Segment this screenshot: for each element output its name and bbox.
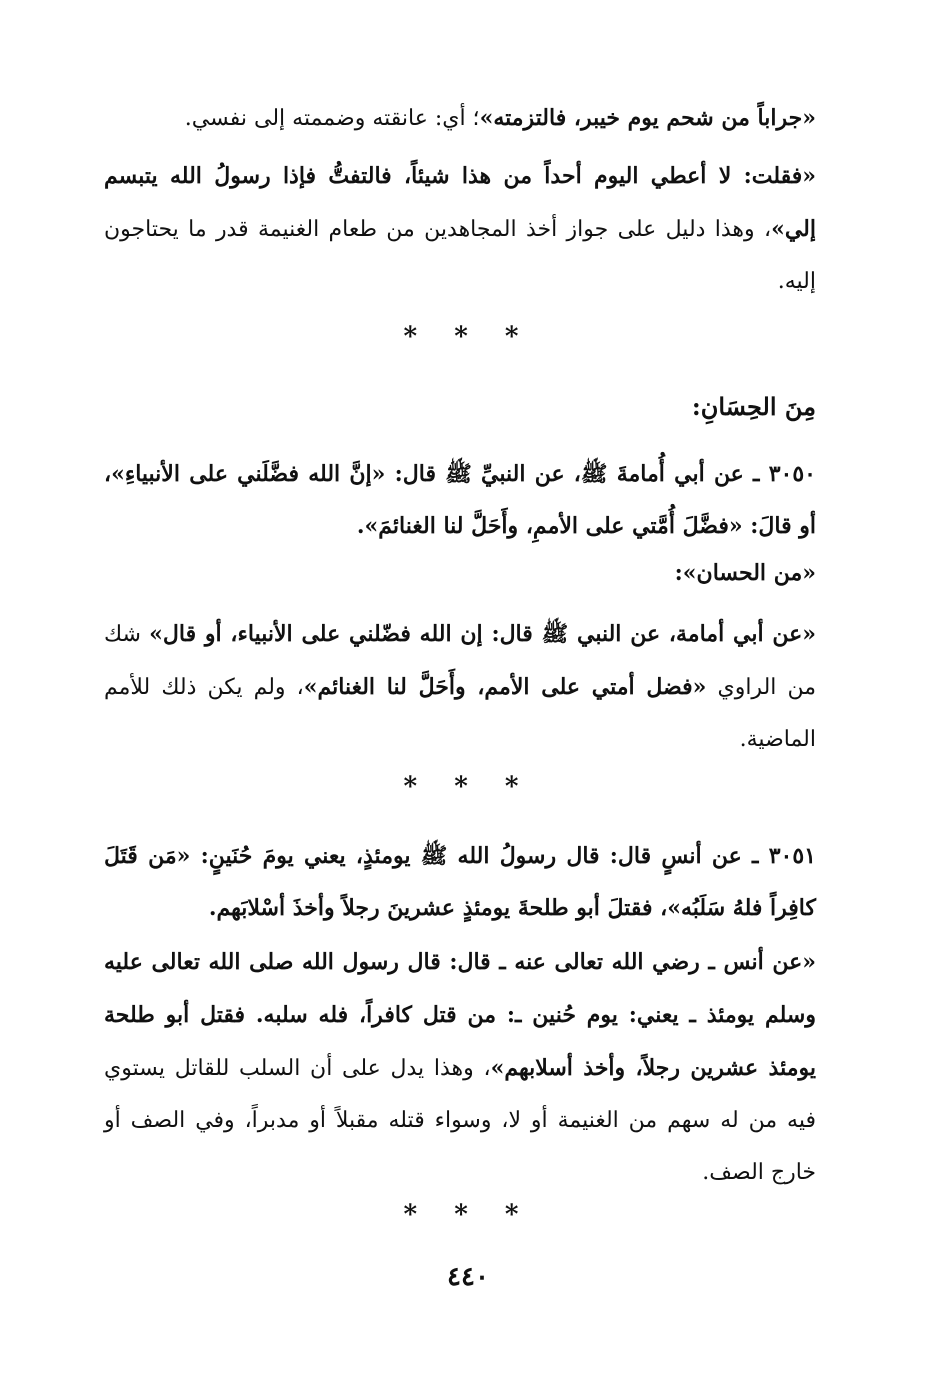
quote-text: «عن أبي أمامة، عن النبي ﷺ قال: إن الله فضّلني على الأنبياء، أو قال» (149, 621, 816, 647)
quote-text: «جراباً من شحم يوم خيبر، فالتزمته» (479, 105, 816, 131)
section-separator: * * * (403, 772, 533, 802)
commentary-text-2: ، ولم يكن ذلك للأمم الماضية. (104, 675, 816, 752)
paragraph-1 (104, 92, 816, 145)
quote-text: «عن أنس ـ رضي الله تعالى عنه ـ قال: قال رسول الله صلى الله تعالى عليه وسلم يومئذ ـ يعني: يوم حُنين ـ: من قتل كافراً، فله سلبه. فقتل أبو طلحة يومئذ عشرين رجلاً، وأخذ أسلابهم» (104, 949, 816, 1081)
sub-heading: «من الحسان»: (674, 560, 816, 586)
commentary-text: ، وهذا يدل على أن السلب للقاتل يستوي فيه من له سهم من الغنيمة أو لا، وسواء قتله مقبلاً أو مدبراً، وفي الصف أو خارج الصف. (104, 1056, 816, 1185)
quote-text: «فقلت: لا أعطي اليوم أحداً من هذا شيئاً، فالتفتُّ فإذا رسولُ الله يتبسم إلي» (104, 163, 816, 242)
paragraph-2 (104, 150, 816, 308)
paragraph-4 (104, 936, 816, 1199)
hadith-3051: ٣٠٥١ ـ عن أنسٍ قال: قال رسولُ الله ﷺ يومئذٍ، يعني يومَ حُنَينٍ: «مَن قَتَلَ كافِراً فلهُ سَلَبُه»، فقتلَ أبو طلحةَ يومئذٍ عشرينَ رجلاً وأخذَ أسْلابَهم. (104, 843, 816, 921)
page-number: ٤٤٠ (447, 1262, 489, 1292)
commentary-text: شك من الراوي (104, 622, 817, 700)
commentary-text: ، وهذا دليل على جواز أخذ المجاهدين من طعام الغنيمة قدر ما يحتاجون إليه. (104, 217, 816, 294)
quote-text-2: «فضل أمتي على الأمم، وأَحَلَّ لنا الغنائم» (303, 674, 707, 700)
hadith-3050: ٣٠٥٠ ـ عن أبي أُمامةَ ﷺ، عن النبيِّ ﷺ قال: «إنَّ الله فضَّلَني على الأنبياءِ»، أو قالَ: «فضَّلَ أُمَّتي على الأممِ، وأَحَلَّ لنا الغنائمَ». (104, 461, 816, 539)
section-heading: مِنَ الحِسَانِ: (691, 392, 816, 421)
commentary-text: ؛ أي: عانقته وضممته إلى نفسي. (184, 106, 480, 131)
section-separator: * * * (403, 322, 533, 352)
paragraph-3 (104, 608, 816, 766)
section-separator: * * * (403, 1200, 533, 1230)
